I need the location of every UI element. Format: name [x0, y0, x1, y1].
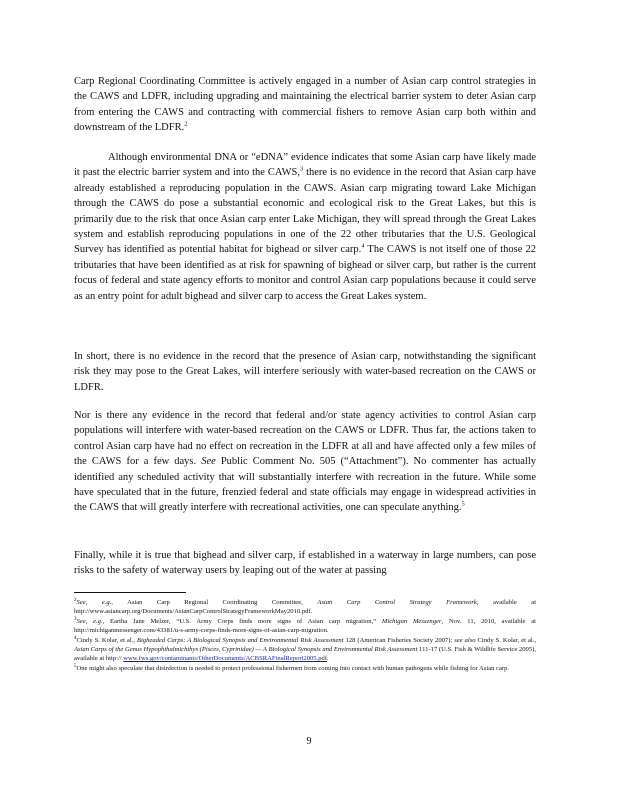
- footnote-ref[interactable]: 4: [361, 242, 365, 250]
- signal-see: See, e.g.,: [76, 617, 105, 625]
- footnote-ref[interactable]: 5: [461, 500, 465, 508]
- footnote-text: One might also speculate that disinfection is needed to protect professional fishermen from coming into contact with human pathogens while fishing for Asian carp.: [76, 664, 510, 672]
- paragraph-text: Finally, while it is true that bighead and silver carp, if established in a waterway in large numbers, can pose risks to the safety of waterway users by leaping out of the water at passing: [74, 550, 536, 577]
- footnote-text: Cindy S. Kolar, et al.,: [475, 636, 537, 644]
- footnote-text: 111-17 (U.S. Fish & Wildlife Service 2005), available at http://: [74, 646, 536, 663]
- paragraph-1: [74, 74, 536, 136]
- paragraph-text: The CAWS is not itself one of those 22 tributaries that have been identified as at risk for spawning of bighead or silver carp, but rather is the current focus of federal and state agency efforts to monitor and control Asian carp populations because it could serve as an entry point for adult bighead and silver carp to access the Great Lakes system.: [74, 244, 536, 302]
- footnote-5: [74, 664, 536, 673]
- paragraph-text: Nor is there any evidence in the record that federal and/or state agency activities to control Asian carp populations will interfere with water-based recreation on the CAWS or LDFR. Thus far, the actions taken to control Asian carp have had no effect on recreation in the LDFR at all and have affected only a few miles of the CAWS for a few days.: [74, 410, 536, 468]
- footnote-4: [74, 636, 536, 664]
- paragraph-4: [74, 408, 536, 516]
- signal-see: See, e.g.,: [76, 599, 113, 606]
- paragraph-3: [74, 349, 536, 395]
- footnote-number: 2: [74, 597, 77, 603]
- footnote-text: 128 (American Fisheries Society 2007);: [343, 636, 455, 644]
- page-number: 9: [306, 736, 312, 747]
- paragraph-text: In short, there is no evidence in the record that the presence of Asian carp, notwithstanding the significant risk they may pose to the Great Lakes, will interfere seriously with water-based recreation on the CAWS or LDFR.: [74, 351, 536, 393]
- citation-title: Asian Carps of the Genus Hypophthalmichthys (Pisces, Cyprinidae) — A Biological Synopsis and Environmental Risk Assessment: [74, 646, 418, 654]
- footnote-number: 3: [74, 616, 77, 622]
- footnote-separator: [74, 592, 186, 593]
- signal-see-also: see also: [454, 636, 476, 644]
- footnote-text: Cindy S. Kolar, et al.,: [76, 636, 137, 644]
- paragraph-text: Although environmental DNA or “eDNA” evidence indicates that some Asian carp have likely made it past the electric barrier system and into the CAWS,: [74, 152, 536, 179]
- paragraph-text: Public Comment No. 505 (“Attachment”). No commenter has actually identified any scheduled activity that will substantially interfere with recreation in the future. While some have speculated that in the future, frenzied federal and state officials may engage in widespread activities in the CAWS that will greatly interfere with recreational activities, one can speculate anything.: [74, 456, 536, 514]
- footnote-3: [74, 617, 536, 636]
- footnote-text: .: [327, 655, 329, 663]
- footnote-number: 5: [74, 663, 77, 669]
- paragraph-text: there is no evidence in the record that Asian carp have already established a reproducing population in the CAWS. Asian carp migrating toward Lake Michigan through the CAWS do pose a substantial economic and ecological risk to the Great Lakes, but this is primarily due to the risk that once Asian carp enter Lake Michigan, they will spread through the Great Lakes system and establish reproducing populations in one of the 22 other tributaries that the U.S. Geological Survey has identified as potential habitat for bighead or silver carp.: [74, 167, 537, 256]
- footnote-text: , Nov. 11, 2010, available at http://michiganmessenger.com/43381/u-s-army-corps-finds-more-signs-of-asian-carp-migration.: [74, 617, 537, 635]
- footnote-text: , available at http://www.asiancarp.org/Documents/AsianCarpControlStrategyFrameworkMay2010.pdf.: [74, 599, 537, 616]
- footnote-text: Asian Carp Regional Coordinating Committee,: [112, 599, 318, 606]
- citation-title: Asian Carp Control Strategy Framework: [317, 599, 477, 606]
- footnote-ref[interactable]: 2: [184, 120, 188, 128]
- paragraph-5: [74, 548, 536, 579]
- signal-see: See: [201, 456, 216, 468]
- footnote-number: 4: [74, 635, 77, 641]
- footnote-2: [74, 598, 536, 617]
- paragraph-2: [74, 150, 536, 304]
- footnotes: [74, 598, 536, 673]
- footnote-ref[interactable]: 3: [299, 165, 304, 173]
- citation-title: Bigheaded Carps: A Biological Synopsis and Environmental Risk Assessment: [136, 636, 344, 644]
- citation-title: Michigan Messenger: [381, 617, 442, 625]
- footnote-link[interactable]: www.fws.gov/contaminants/OtherDocuments/ACBSRAFinalReport2005.pdf: [123, 655, 328, 663]
- footnote-text: Eartha Jane Melzer, “U.S. Army Corps finds more signs of Asian carp migration,”: [104, 617, 382, 625]
- paragraph-text: Carp Regional Coordinating Committee is actively engaged in a number of Asian carp control strategies in the CAWS and LDFR, including upgrading and maintaining the electrical barrier system to deter Asian carp from entering the CAWS and contracting with commercial fishers to remove Asian carp both within and downstream of the LDFR.: [74, 76, 536, 134]
